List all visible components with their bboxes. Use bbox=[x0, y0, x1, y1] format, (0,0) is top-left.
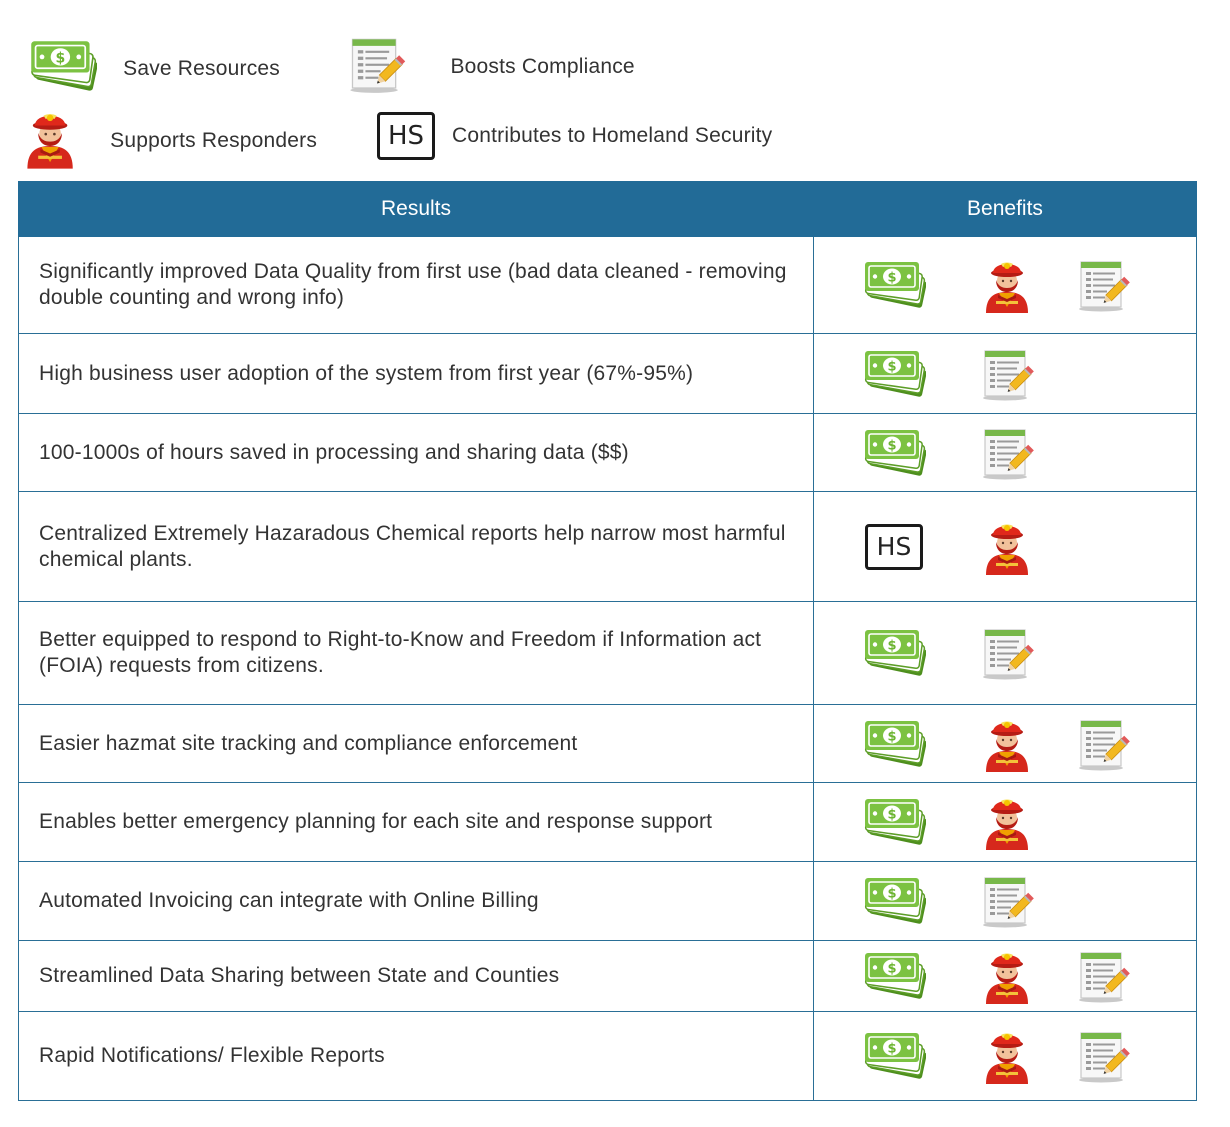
hs-icon: HS bbox=[377, 112, 435, 160]
table-row bbox=[19, 1012, 1197, 1101]
table-row bbox=[19, 705, 1197, 783]
legend-label: Save Resources bbox=[123, 56, 280, 80]
document-icon bbox=[979, 873, 1035, 929]
legend-item-homeland-security bbox=[377, 112, 772, 160]
table-row bbox=[19, 941, 1197, 1012]
benefit-cell bbox=[814, 334, 1197, 414]
money-icon bbox=[862, 718, 926, 770]
svg-text:$: $ bbox=[887, 270, 897, 286]
results-benefits-table bbox=[18, 181, 1197, 1101]
firefighter-icon bbox=[981, 946, 1033, 1006]
svg-text:$: $ bbox=[887, 961, 897, 977]
document-icon bbox=[979, 425, 1035, 481]
benefit-cell bbox=[814, 783, 1197, 862]
result-cell: High business user adoption of the system from first year (67%-95%) bbox=[19, 334, 814, 414]
svg-text:$: $ bbox=[887, 807, 897, 823]
results-column-header: Results bbox=[19, 182, 814, 237]
table-body bbox=[19, 237, 1197, 1101]
svg-text:$: $ bbox=[887, 359, 897, 374]
money-icon bbox=[862, 796, 926, 848]
firefighter-icon bbox=[22, 106, 78, 176]
result-cell: Easier hazmat site tracking and compliance enforcement bbox=[19, 705, 814, 783]
benefit-cell bbox=[814, 237, 1197, 334]
money-icon bbox=[862, 348, 926, 400]
firefighter-icon bbox=[981, 517, 1033, 577]
document-icon bbox=[979, 346, 1035, 402]
result-cell: Significantly improved Data Quality from first use (bad data cleaned - removing double counting and wrong info) bbox=[19, 237, 814, 334]
legend-item-supports-responders bbox=[22, 106, 317, 176]
hs-icon bbox=[865, 524, 923, 570]
benefits-column-header: Benefits bbox=[814, 182, 1197, 237]
benefit-cell bbox=[814, 941, 1197, 1012]
svg-text:$: $ bbox=[887, 729, 897, 744]
benefit-cell bbox=[814, 705, 1197, 783]
firefighter-icon bbox=[981, 792, 1033, 852]
hs-badge: HS bbox=[865, 524, 923, 570]
firefighter-icon bbox=[981, 1026, 1033, 1086]
table-row bbox=[19, 334, 1197, 414]
benefit-cell bbox=[814, 602, 1197, 705]
table-header-row bbox=[19, 182, 1197, 237]
benefit-cell bbox=[814, 492, 1197, 602]
result-cell: Rapid Notifications/ Flexible Reports bbox=[19, 1012, 814, 1101]
money-icon bbox=[862, 259, 926, 311]
svg-text:$: $ bbox=[887, 886, 897, 902]
result-cell: Streamlined Data Sharing between State and Counties bbox=[19, 941, 814, 1012]
legend-label: Contributes to Homeland Security bbox=[452, 124, 773, 147]
money-icon bbox=[862, 1030, 926, 1082]
firefighter-icon bbox=[981, 714, 1033, 774]
document-icon bbox=[1075, 1028, 1131, 1084]
result-cell: Better equipped to respond to Right-to-Know and Freedom if Information act (FOIA) requests from citizens. bbox=[19, 602, 814, 705]
table-row bbox=[19, 602, 1197, 705]
table-row bbox=[19, 862, 1197, 941]
result-cell: Enables better emergency planning for each site and response support bbox=[19, 783, 814, 862]
document-icon bbox=[1075, 948, 1131, 1004]
svg-text:$: $ bbox=[887, 638, 897, 654]
money-icon bbox=[862, 950, 926, 1002]
benefit-cell bbox=[814, 414, 1197, 492]
legend-label: Boosts Compliance bbox=[450, 54, 635, 78]
svg-text:$: $ bbox=[55, 50, 66, 67]
result-cell: 100-1000s of hours saved in processing and sharing data ($$) bbox=[19, 414, 814, 492]
benefit-cell bbox=[814, 1012, 1197, 1101]
money-icon bbox=[862, 627, 926, 679]
firefighter-icon bbox=[981, 255, 1033, 315]
svg-text:$: $ bbox=[887, 1041, 897, 1057]
money-icon bbox=[862, 875, 926, 927]
result-cell: Automated Invoicing can integrate with Online Billing bbox=[19, 862, 814, 941]
table-row bbox=[19, 414, 1197, 492]
legend-item-boosts-compliance bbox=[346, 34, 635, 99]
benefit-cell bbox=[814, 862, 1197, 941]
table-row bbox=[19, 492, 1197, 602]
document-icon bbox=[979, 625, 1035, 681]
legend bbox=[0, 0, 1230, 170]
result-cell: Centralized Extremely Hazaradous Chemical reports help narrow most harmful chemical plants. bbox=[19, 492, 814, 602]
document-icon bbox=[1075, 257, 1131, 313]
table-row bbox=[19, 783, 1197, 862]
money-icon bbox=[862, 427, 926, 479]
svg-text:$: $ bbox=[887, 438, 897, 453]
legend-label: Supports Responders bbox=[110, 128, 318, 152]
table-row bbox=[19, 237, 1197, 334]
document-icon bbox=[1075, 716, 1131, 772]
document-icon bbox=[346, 34, 406, 99]
legend-item-save-resources bbox=[28, 38, 280, 99]
money-icon bbox=[28, 38, 97, 99]
